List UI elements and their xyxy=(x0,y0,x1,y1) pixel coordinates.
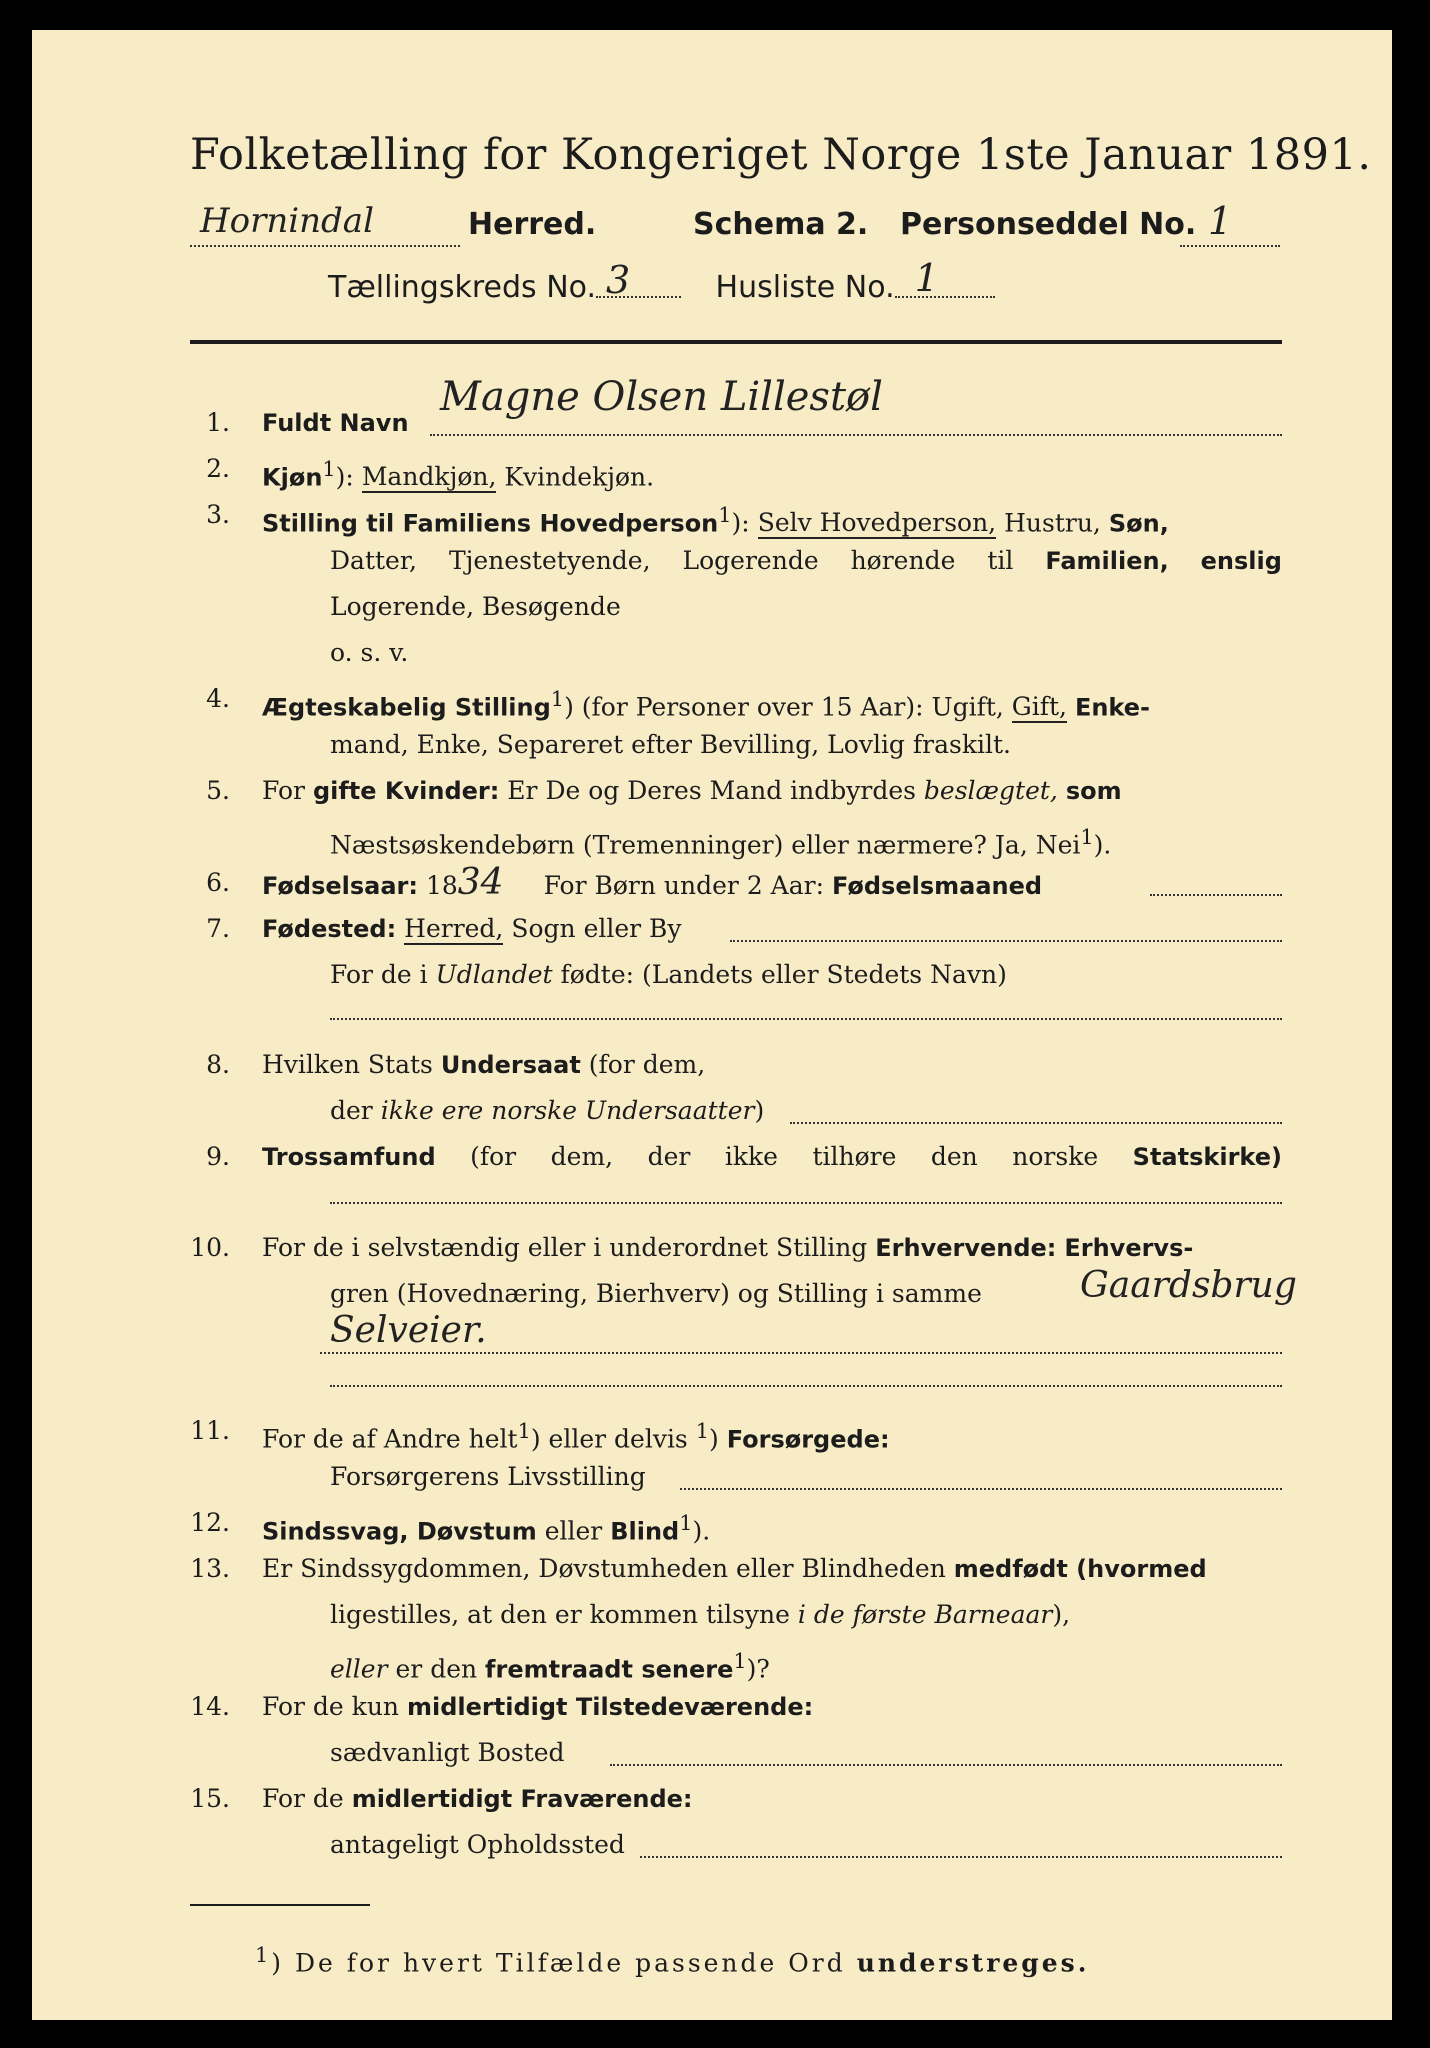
trossamfund-dotted-line xyxy=(330,1202,1282,1204)
personseddel-number: 1 xyxy=(1208,199,1233,243)
text: der xyxy=(330,1096,373,1125)
text: Logerende, Besøgende xyxy=(330,592,621,621)
word: ikke xyxy=(724,1142,778,1171)
occupation-handwritten-2: Selveier. xyxy=(330,1310,487,1351)
text: For de i xyxy=(330,960,428,989)
text: gren (Hovednæring, Bierhverv) og Stilling i samme xyxy=(330,1279,982,1308)
stilling-label: Stilling til Familiens Hovedperson xyxy=(262,509,719,538)
husliste-label: Husliste No. xyxy=(715,270,895,305)
item-number: 4. xyxy=(206,684,230,713)
word: hørende xyxy=(850,546,956,575)
occupation-handwritten: Gaardsbrug xyxy=(1080,1265,1297,1306)
item-number: 3. xyxy=(206,500,230,529)
text: For de af Andre helt xyxy=(262,1424,518,1454)
erhvervende-label: Erhvervende: xyxy=(875,1234,1057,1262)
option-enke: Enke- xyxy=(1074,693,1150,722)
item-number: 14. xyxy=(190,1692,230,1721)
occupation-dotted-line-2 xyxy=(330,1385,1282,1387)
year-handwritten: 34 xyxy=(457,862,504,903)
option-son: Søn, xyxy=(1108,509,1169,538)
text: For xyxy=(262,776,305,805)
word: tilhøre xyxy=(812,1142,897,1171)
form-title: Folketælling for Kongeriget Norge 1ste Januar 1891. xyxy=(190,130,1372,180)
item-number: 12. xyxy=(190,1508,230,1537)
word: Tjenestetyende, xyxy=(448,546,651,575)
text: For de kun xyxy=(262,1692,400,1721)
text: Næstsøskendebørn (Tremenninger) eller nærmere? Ja, Nei xyxy=(330,830,1081,860)
husliste-number: 1 xyxy=(914,256,939,300)
occupation-dotted-line xyxy=(320,1352,1282,1354)
gifte-kvinder-label: gifte Kvinder: xyxy=(312,777,500,805)
kreds-dotted-line xyxy=(596,296,681,298)
text-italic: beslægtet, xyxy=(923,776,1058,805)
personseddel-dotted-line xyxy=(1180,245,1280,247)
text: For de xyxy=(262,1784,344,1813)
text: mand, Enke, Separeret efter Bevilling, Lovlig fraskilt. xyxy=(330,730,1011,759)
item-number: 15. xyxy=(190,1784,230,1813)
text-italic: ikke ere norske Undersaatter xyxy=(380,1096,755,1125)
text: sædvanligt Bosted xyxy=(330,1738,565,1767)
text: Sogn eller By xyxy=(511,914,682,943)
word: den xyxy=(930,1142,978,1171)
text: ) xyxy=(708,1424,719,1454)
fravaerende-label: midlertidigt Fraværende: xyxy=(351,1785,693,1813)
text: ) eller delvis xyxy=(530,1424,688,1454)
text: )? xyxy=(746,1654,770,1684)
text: Forsørgerens Livsstilling xyxy=(330,1462,646,1491)
kreds-number: 3 xyxy=(606,258,631,302)
text-italic: eller xyxy=(330,1654,388,1684)
word: (for xyxy=(470,1142,517,1171)
option-gift: Gift, xyxy=(1011,692,1067,722)
word: til xyxy=(987,546,1014,575)
footnote-ref: 1 xyxy=(718,503,732,527)
fodselsmaaned-dotted-line xyxy=(1150,894,1282,896)
footnote-ref: 1 xyxy=(322,457,336,481)
text: Hvilken Stats xyxy=(262,1050,433,1079)
text: ), xyxy=(1052,1600,1071,1629)
kjon-label: Kjøn xyxy=(262,463,323,492)
option-kvindekjon: Kvindekjøn. xyxy=(504,462,655,492)
text-italic: Udlandet xyxy=(435,960,553,989)
footnote-ref: 1 xyxy=(679,1511,693,1535)
colon: ): xyxy=(335,462,354,492)
footnote-ref: 1 xyxy=(733,1649,747,1673)
fodested-dotted-line xyxy=(730,940,1282,942)
text: Erhvervs- xyxy=(1064,1234,1194,1262)
opholdssted-dotted-line xyxy=(640,1856,1282,1858)
fodested-label: Fødested: xyxy=(262,915,397,943)
livsstilling-dotted-line xyxy=(680,1488,1282,1490)
aegteskab-label: Ægteskabelig Stilling xyxy=(262,693,551,722)
item-number: 6. xyxy=(206,868,230,897)
herred-handwritten: Hornindal xyxy=(200,201,374,241)
fuldt-navn-label: Fuldt Navn xyxy=(262,409,409,437)
footnote-ref: 1 xyxy=(1080,825,1094,849)
footnote-rule xyxy=(190,1904,370,1906)
header-rule xyxy=(190,340,1282,344)
item-number: 2. xyxy=(206,454,230,483)
udland-dotted-line xyxy=(330,1018,1282,1020)
header-line-kreds xyxy=(328,256,1005,305)
undersaat-dotted-line xyxy=(790,1122,1282,1124)
text: ) (for Personer over 15 Aar): Ugift, xyxy=(564,692,1004,722)
option-herred: Herred, xyxy=(404,914,504,943)
item-number: 10. xyxy=(190,1233,230,1262)
footnote-bold: understreges. xyxy=(856,1948,1090,1978)
text: Er De og Deres Mand indbyrdes xyxy=(507,776,916,805)
medfodt-label: medfødt (hvormed xyxy=(953,1555,1207,1583)
option-mandkjon: Mandkjøn, xyxy=(361,462,497,492)
text: ligestilles, at den er kommen tilsyne xyxy=(330,1600,790,1629)
tilstedevaerende-label: midlertidigt Tilstedeværende: xyxy=(406,1693,814,1721)
text: For Børn under 2 Aar: xyxy=(543,871,825,900)
personseddel-label: Personseddel No. xyxy=(900,207,1197,242)
sindssvag-label: Sindssvag, Døvstum xyxy=(262,1517,537,1546)
option-hustru: Hustru, xyxy=(1004,508,1101,538)
item-number: 7. xyxy=(206,914,230,943)
item-number: 1. xyxy=(206,408,230,437)
schema-label: Schema 2. xyxy=(693,207,869,242)
text: er den xyxy=(395,1654,478,1684)
name-handwritten: Magne Olsen Lillestøl xyxy=(440,374,883,420)
text-italic: i de første Barneaar xyxy=(797,1600,1053,1629)
item-number: 11. xyxy=(190,1416,230,1445)
item-number: 9. xyxy=(206,1142,230,1171)
trossamfund-label: Trossamfund xyxy=(262,1143,436,1171)
footnote xyxy=(255,1940,1347,1978)
word: enslig xyxy=(1200,547,1282,575)
year-prefix: 18 xyxy=(425,871,458,900)
footnote-marker: 1 xyxy=(255,1943,272,1967)
fodselsaar-label: Fødselsaar: xyxy=(262,872,418,900)
kreds-label: Tællingskreds No. xyxy=(328,270,596,305)
item-number: 13. xyxy=(190,1554,230,1583)
herred-label: Herred. xyxy=(468,207,597,242)
text: Er Sindssygdommen, Døvstumheden eller Blindheden xyxy=(262,1554,946,1583)
word: Familien, xyxy=(1045,547,1169,575)
footnote-ref: 1 xyxy=(550,687,565,711)
word: norske xyxy=(1012,1142,1099,1171)
text: (for dem, xyxy=(588,1050,706,1079)
text: ). xyxy=(692,1516,711,1546)
item-number: 5. xyxy=(206,776,230,805)
item-number: 8. xyxy=(206,1050,230,1079)
name-dotted-line xyxy=(430,434,1282,436)
text: ) xyxy=(754,1096,765,1125)
footnote-text: ) De for hvert Tilfælde passende Ord xyxy=(271,1948,846,1978)
footnote-ref: 1 xyxy=(517,1419,531,1443)
bosted-dotted-line xyxy=(610,1764,1282,1766)
word: Logerende xyxy=(682,546,819,575)
word: der xyxy=(647,1142,691,1171)
blind-label: Blind xyxy=(610,1517,680,1546)
word: Statskirke) xyxy=(1132,1143,1282,1171)
item-3-line2 xyxy=(330,546,1282,576)
herred-dotted-line xyxy=(190,245,460,247)
text: som xyxy=(1065,777,1122,805)
text: For de i selvstændig eller i underordnet Stilling xyxy=(262,1233,868,1262)
text: eller xyxy=(544,1516,603,1546)
word: Datter, xyxy=(330,546,417,575)
text: ). xyxy=(1093,830,1112,860)
husliste-dotted-line xyxy=(895,296,995,298)
text: fødte: (Landets eller Stedets Navn) xyxy=(560,960,1007,989)
text: o. s. v. xyxy=(330,638,409,667)
undersaat-label: Undersaat xyxy=(440,1051,581,1079)
fodselsmaaned-label: Fødselsmaaned xyxy=(831,872,1043,900)
text: antageligt Opholdssted xyxy=(330,1830,625,1859)
forsorgede-label: Forsørgede: xyxy=(726,1425,890,1454)
footnote-ref: 1 xyxy=(695,1419,709,1443)
colon: ): xyxy=(731,508,750,538)
word: dem, xyxy=(550,1142,614,1171)
fremtraadt-label: fremtraadt senere xyxy=(485,1655,734,1684)
header-line-herred xyxy=(190,199,1280,255)
option-selv-hovedperson: Selv Hovedperson, xyxy=(757,508,997,538)
